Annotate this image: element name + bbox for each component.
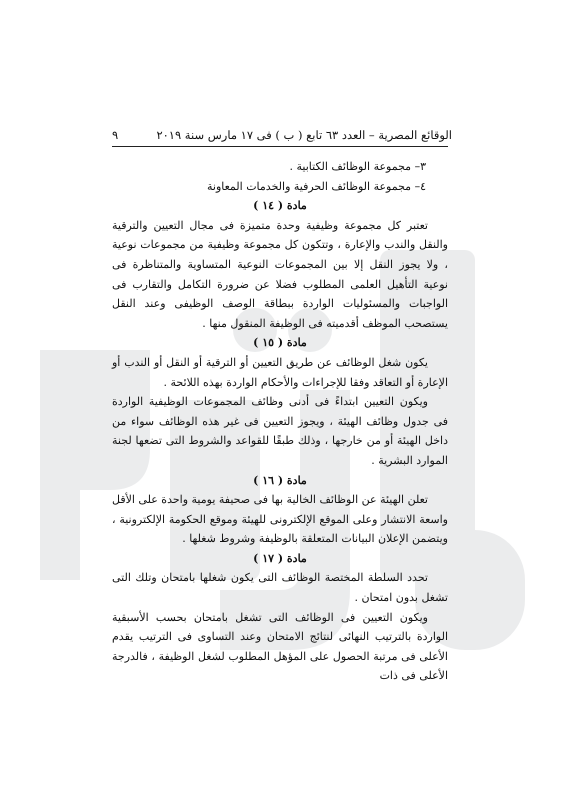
article-paragraph: تعلن الهيئة عن الوظائف الخالية بها فى صحيفة يومية واحدة على الأقل واسعة الانتشار وعلى الموقع الإلكترونى للهيئة وموقع الحكومة الإلكترونية ، ويتضمن الإعلان البيانات المتعلقة بالوظيفة وشروط شغلها . bbox=[112, 493, 448, 546]
article-heading: مادة ( ١٧ ) bbox=[253, 551, 307, 565]
header-title: الوقائع المصرية – العدد ٦٣ تابع ( ب ) فى ١٧ مارس سنة ٢٠١٩ bbox=[156, 128, 452, 142]
article-paragraph: ويكون التعيين فى الوظائف التى تشغل بامتحان بحسب الأسبقية الواردة بالترتيب النهائى لنتائج الامتحان وعند التساوى فى الترتيب يقدم الأعلى فى مرتبة الحصول على المؤهل المطلوب لشغل الوظيفة ، فالدرجة الأعلى فى ذات bbox=[112, 610, 448, 683]
page-header bbox=[112, 128, 452, 142]
document-body bbox=[112, 157, 448, 686]
list-item: ٤– مجموعة الوظائف الحرفية والخدمات المعاونة bbox=[207, 179, 426, 193]
article-paragraph: ويكون التعيين ابتداءً فى أدنى وظائف المجموعات الوظيفية الواردة فى جدول وظائف الهيئة ، ويجوز التعيين فى غير هذه الوظائف سواء من داخل الهيئة أو من خارجها ، وذلك طبقًا للقواعد والشروط التى تضعها لجنة الموارد البشرية . bbox=[112, 395, 448, 467]
article-heading: مادة ( ١٤ ) bbox=[253, 199, 307, 213]
article-heading: مادة ( ١٥ ) bbox=[253, 336, 307, 350]
article-paragraph: تعتبر كل مجموعة وظيفية وحدة متميزة فى مجال التعيين والترقية والنقل والندب والإعارة ، وتتكون كل مجموعة وظيفية من مجموعات نوعية ، ولا يجوز النقل إلا بين المجموعات النوعية المتساوية والمتناظرة فى نوعية التأهيل العلمى المطلوب فضلا عن ضرورة التكامل والتقارب فى الواجبات والمسئوليات الواردة ببطاقة الوصف الوظيفى وعند النقل يستصحب الموظف أقدميته فى الوظيفة المنقول منها . bbox=[112, 218, 448, 330]
article-heading: مادة ( ١٦ ) bbox=[253, 473, 307, 487]
header-divider bbox=[112, 146, 448, 147]
article-paragraph: تحدد السلطة المختصة الوظائف التى يكون شغلها بامتحان وتلك التى تشغل بدون امتحان . bbox=[112, 571, 448, 605]
list-item: ٣– مجموعة الوظائف الكتابية . bbox=[289, 160, 426, 173]
page-number: ٩ bbox=[112, 128, 119, 142]
article-paragraph: يكون شغل الوظائف عن طريق التعيين أو الترقية أو النقل أو الندب أو الإعارة أو التعاقد وفقا للإجراءات والأحكام الواردة بهذه اللائحة . bbox=[112, 355, 448, 389]
